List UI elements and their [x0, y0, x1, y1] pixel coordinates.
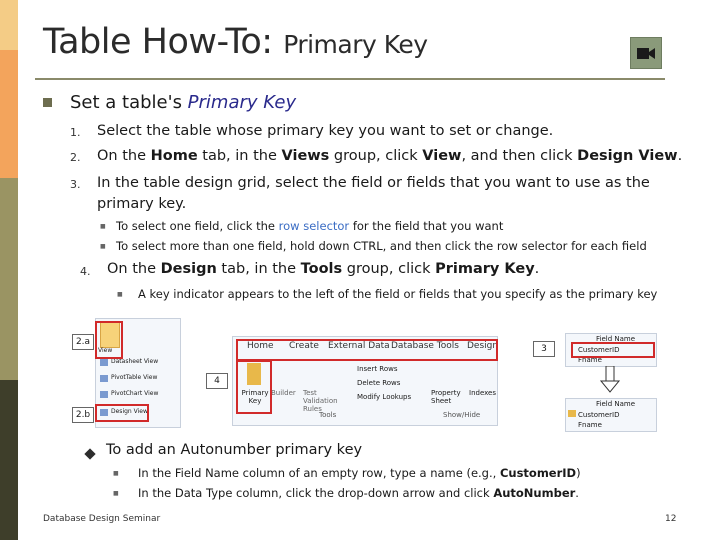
step-number: 3. — [70, 178, 81, 191]
tab-external-data[interactable]: External Data — [328, 341, 390, 351]
small-square-bullet-icon: ■ — [117, 291, 123, 298]
small-square-bullet-icon: ■ — [113, 470, 119, 477]
callout-3: 3 — [533, 341, 555, 357]
title-sub: Primary Key — [283, 30, 428, 59]
primary-key-button[interactable]: Primary Key — [241, 389, 269, 405]
builder-button[interactable]: Builder — [271, 389, 296, 397]
primary-key-highlight — [236, 360, 272, 414]
field-grid-bottom — [565, 398, 657, 432]
grid-header: Field Name — [596, 400, 636, 408]
page-number: 12 — [665, 514, 677, 524]
design-view-highlight — [95, 404, 149, 422]
menu-item-design-view[interactable]: Design View — [111, 408, 148, 415]
small-square-bullet-icon: ■ — [100, 243, 106, 250]
step-1-text: Select the table whose primary key you want to set or change. — [97, 123, 554, 139]
video-camera-icon[interactable] — [630, 37, 662, 69]
heading-prefix: Set a table's — [70, 92, 188, 113]
title-underline — [35, 78, 665, 80]
tab-create[interactable]: Create — [289, 341, 319, 351]
view-highlight — [95, 321, 123, 359]
callout-2b: 2.b — [72, 407, 94, 423]
square-bullet-icon — [43, 98, 52, 107]
indexes-button[interactable]: Indexes — [469, 389, 497, 397]
tab-design[interactable]: Design — [467, 341, 499, 351]
step-number: 4. — [80, 265, 91, 278]
show-hide-group-label: Show/Hide — [443, 411, 481, 419]
autonumber-bullet-1: In the Field Name column of an empty row, type a name (e.g., CustomerID) — [138, 466, 581, 480]
slide-title — [43, 22, 428, 62]
decorative-sidebar — [0, 0, 18, 540]
grid-row-customerid[interactable]: CustomerID — [578, 411, 620, 419]
grid-row-customerid[interactable]: CustomerID — [578, 346, 620, 354]
modify-lookups-button[interactable]: Modify Lookups — [357, 393, 412, 401]
grid-row-fname[interactable]: Fname — [578, 356, 602, 364]
grid-row-fname[interactable]: Fname — [578, 421, 602, 429]
menu-item-datasheet-view[interactable]: Datasheet View — [111, 358, 159, 365]
small-square-bullet-icon: ■ — [113, 490, 119, 497]
title-main: Table How-To: — [43, 22, 273, 62]
menu-item-pivottable-view[interactable]: PivotTable View — [111, 374, 158, 381]
autonumber-heading: To add an Autonumber primary key — [106, 442, 363, 458]
delete-rows-button[interactable]: Delete Rows — [357, 379, 401, 387]
tab-database-tools[interactable]: Database Tools — [391, 341, 459, 351]
step-3-text-cont: primary key. — [97, 196, 187, 212]
row-selector-highlight — [571, 342, 655, 358]
step-3-bullet-1: To select one field, click the row selector for the field that you want — [116, 219, 504, 233]
footer-text: Database Design Seminar — [43, 514, 161, 524]
callout-2a: 2.a — [72, 334, 94, 350]
insert-rows-button[interactable]: Insert Rows — [357, 365, 398, 373]
menu-item-pivotchart-view[interactable]: PivotChart View — [111, 390, 159, 397]
tools-group-label: Tools — [319, 411, 337, 419]
down-arrow-icon — [600, 366, 620, 394]
small-square-bullet-icon: ■ — [100, 223, 106, 230]
callout-4: 4 — [206, 373, 228, 389]
view-label: View — [98, 347, 113, 354]
step-4-text: On the Design tab, in the Tools group, click Primary Key. — [107, 261, 540, 277]
heading-highlight: Primary Key — [187, 92, 297, 113]
test-validation-button[interactable]: Test Validation Rules — [303, 389, 338, 413]
grid-header: Field Name — [596, 335, 636, 343]
step-4-bullet: A key indicator appears to the left of the field or fields that you specify as the primary key — [138, 287, 658, 301]
key-indicator-icon — [568, 410, 576, 417]
autonumber-bullet-2: In the Data Type column, click the drop-down arrow and click AutoNumber. — [138, 486, 579, 500]
diamond-bullet-icon — [84, 448, 95, 459]
step-number: 1. — [70, 126, 81, 139]
section-heading — [70, 92, 296, 113]
step-number: 2. — [70, 151, 81, 164]
property-sheet-button[interactable]: Property Sheet — [431, 389, 461, 405]
step-3-bullet-2: To select more than one field, hold down CTRL, and then click the row selector for each field — [116, 239, 647, 253]
tab-home[interactable]: Home — [247, 341, 274, 351]
design-tab-highlight — [236, 339, 498, 361]
step-3-text: In the table design grid, select the field or fields that you want to use as the — [97, 175, 650, 191]
step-2-text: On the Home tab, in the Views group, click View, and then click Design View. — [97, 148, 683, 164]
